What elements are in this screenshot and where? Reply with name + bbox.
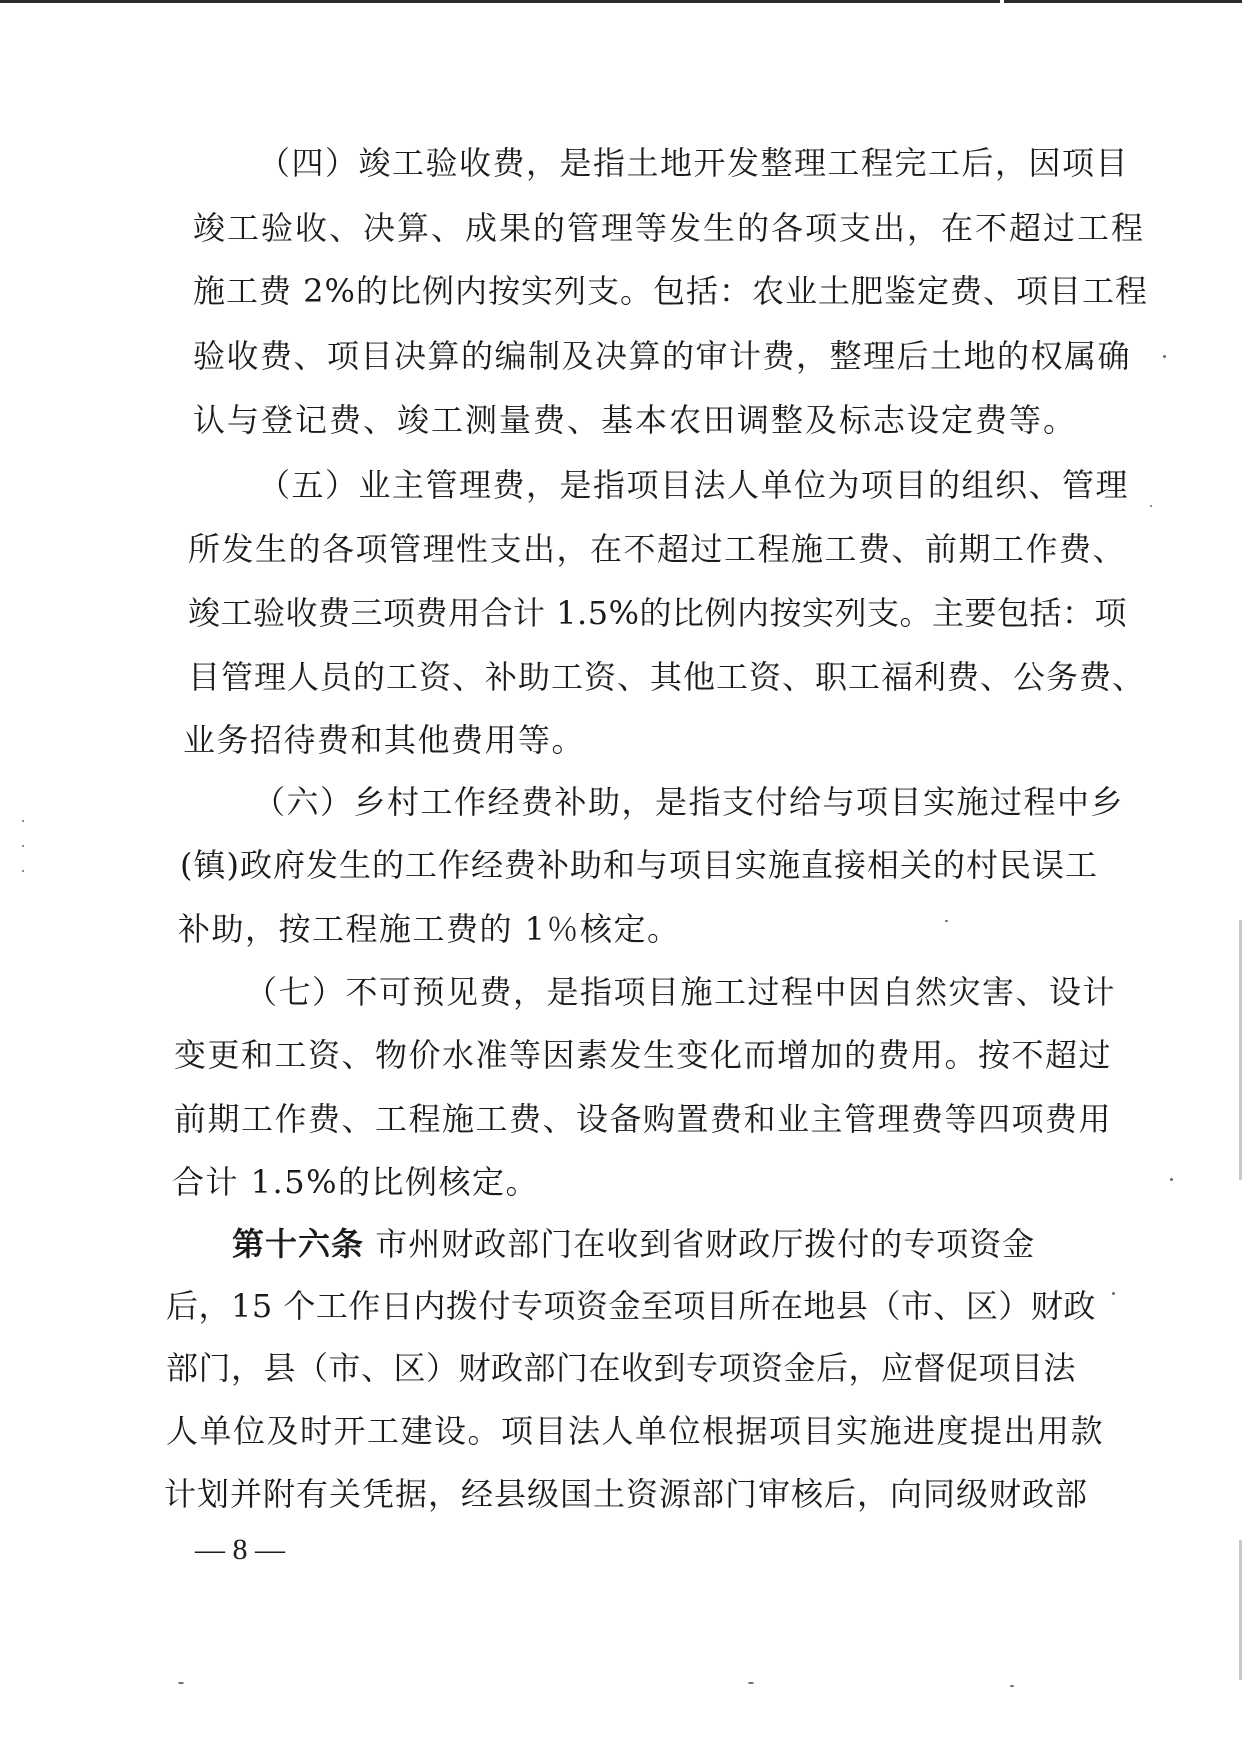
article-16-line-4: 人单位及时开工建设。项目法人单位根据项目实施进度提出用款 [166, 1412, 1105, 1450]
article-16-line-5: 计划并附有关凭据，经县级国土资源部门审核后，向同级财政部 [164, 1475, 1089, 1513]
scan-speck [22, 820, 24, 822]
paragraph-5-line-3: 竣工验收费三项费用合计 1.5%的比例内按实列支。主要包括：项 [188, 594, 1127, 632]
paragraph-7-line-3: 前期工作费、工程施工费、设备购置费和业主管理费等四项费用 [174, 1100, 1113, 1138]
paragraph-4-line-5: 认与登记费、竣工测量费、基本农田调整及标志设定费等。 [193, 401, 1078, 439]
paragraph-5-line-2: 所发生的各项管理性支出，在不超过工程施工费、前期工作费、 [188, 530, 1127, 568]
article-16-line-2: 后，15 个工作日内拨付专项资金至项目所在地县（市、区）财政 [166, 1287, 1096, 1325]
scan-speck [178, 1682, 184, 1684]
scan-speck [1150, 505, 1152, 507]
scan-speck [945, 920, 948, 922]
scan-speck [1170, 1178, 1173, 1181]
paragraph-4-line-2: 竣工验收、决算、成果的管理等发生的各项支出，在不超过工程 [193, 209, 1146, 247]
paragraph-6-line-1: （六）乡村工作经费补助，是指支付给与项目实施过程中乡 [253, 783, 1125, 821]
scan-speck [1163, 355, 1166, 358]
paragraph-4-line-1: （四）竣工验收费，是指土地开发整理工程完工后，因项目 [258, 144, 1130, 182]
article-16-line-1 [232, 1224, 1102, 1264]
article-16-line-1-text: 市州财政部门在收到省财政厅拨付的专项资金 [375, 1225, 1036, 1263]
article-16-heading: 第十六条 [232, 1225, 365, 1263]
paragraph-6-line-3: 补助，按工程施工费的 1％核定。 [178, 910, 681, 948]
scan-speck [1010, 1685, 1014, 1687]
page-number: — 8 — [195, 1533, 285, 1566]
scan-speck [1112, 1292, 1115, 1295]
scan-speck [22, 870, 24, 872]
paragraph-5-line-5: 业务招待费和其他费用等。 [183, 721, 586, 759]
paragraph-7-line-2: 变更和工资、物价水准等因素发生变化而增加的费用。按不超过 [174, 1036, 1113, 1074]
paragraph-6-line-2: (镇)政府发生的工作经费补助和与项目实施直接相关的村民误工 [180, 846, 1098, 884]
paragraph-7-line-4: 合计 1.5%的比例核定。 [172, 1163, 539, 1201]
scan-speck [748, 1682, 754, 1684]
article-16-heading-spacer [364, 1225, 375, 1263]
scan-speck [22, 845, 24, 847]
paragraph-5-line-1: （五）业主管理费，是指项目法人单位为项目的组织、管理 [258, 466, 1130, 504]
article-16-line-3: 部门，县（市、区）财政部门在收到专项资金后，应督促项目法 [166, 1349, 1077, 1387]
paragraph-4-line-4: 验收费、项目决算的编制及决算的审计费，整理后土地的权属确 [193, 337, 1132, 375]
paragraph-4-line-3: 施工费 2%的比例内按实列支。包括：农业土肥鉴定费、项目工程 [193, 272, 1148, 310]
paragraph-5-line-4: 目管理人员的工资、补助工资、其他工资、职工福利费、公务费、 [188, 658, 1146, 696]
paragraph-7-line-1: （七）不可预见费，是指项目施工过程中因自然灾害、设计 [245, 973, 1117, 1011]
